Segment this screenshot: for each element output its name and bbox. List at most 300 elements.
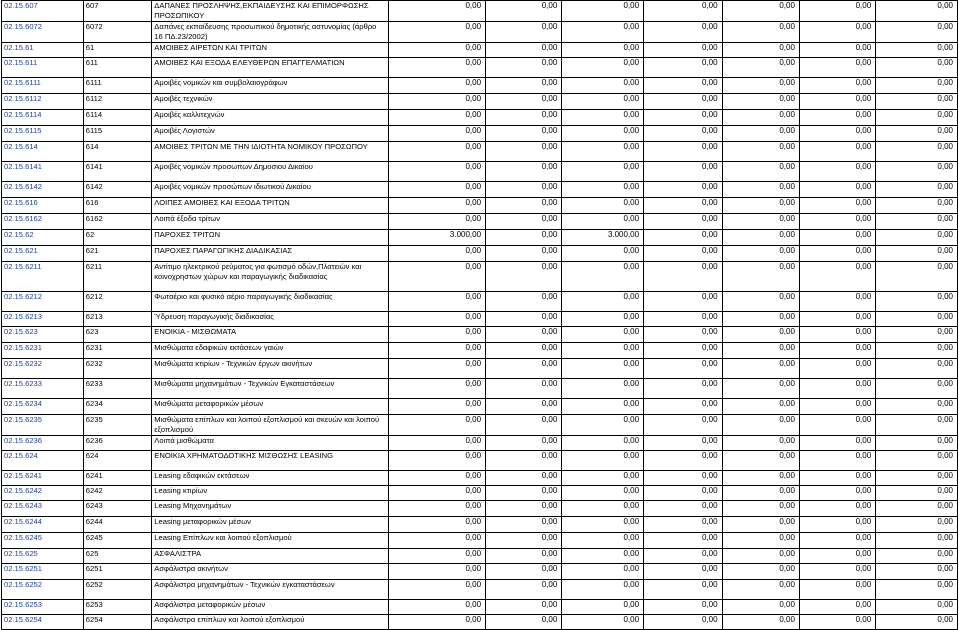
amount-cell: 0,00 bbox=[644, 379, 722, 399]
amount-cell: 0,00 bbox=[562, 22, 644, 43]
account-cell: 625 bbox=[83, 549, 152, 564]
table-row bbox=[2, 43, 958, 58]
amount-cell: 0,00 bbox=[799, 615, 875, 630]
amount-cell: 0,00 bbox=[562, 415, 644, 436]
amount-cell: 0,00 bbox=[799, 415, 875, 436]
code-cell: 02.15.616 bbox=[2, 198, 84, 214]
amount-cell: 0,00 bbox=[722, 58, 799, 78]
amount-cell: 0,00 bbox=[876, 501, 958, 517]
account-cell: 6211 bbox=[83, 262, 152, 292]
code-cell: 02.15.623 bbox=[2, 327, 84, 343]
amount-cell: 0,00 bbox=[722, 501, 799, 517]
description-cell: Ασφάλιστρα ακινήτων bbox=[152, 564, 389, 580]
account-cell: 6112 bbox=[83, 94, 152, 110]
amount-cell: 0,00 bbox=[486, 580, 562, 600]
amount-cell: 0,00 bbox=[799, 214, 875, 230]
description-cell: Leasing κτιρίων bbox=[152, 486, 389, 501]
amount-cell: 0,00 bbox=[644, 126, 722, 142]
code-cell: 02.15.6115 bbox=[2, 126, 84, 142]
code-cell: 02.15.6162 bbox=[2, 214, 84, 230]
description-cell: ΕΝΟΙΚΙΑ ΧΡΗΜΑΤΟΔΟΤΙΚΗΣ ΜΙΣΘΩΣΗΣ LEASING bbox=[152, 451, 389, 471]
description-cell: Αμοιβές νομικών προσώπων ιδιωτικού Δικαίου bbox=[152, 182, 389, 198]
amount-cell: 0,00 bbox=[644, 451, 722, 471]
code-cell: 02.15.6111 bbox=[2, 78, 84, 94]
amount-cell: 0,00 bbox=[486, 600, 562, 615]
account-cell: 6242 bbox=[83, 486, 152, 501]
code-cell: 02.15.6254 bbox=[2, 615, 84, 630]
amount-cell: 0,00 bbox=[644, 22, 722, 43]
table-row bbox=[2, 230, 958, 246]
amount-cell: 0,00 bbox=[562, 451, 644, 471]
amount-cell: 0,00 bbox=[644, 78, 722, 94]
amount-cell: 0,00 bbox=[799, 451, 875, 471]
amount-cell: 0,00 bbox=[562, 549, 644, 564]
account-cell: 621 bbox=[83, 246, 152, 262]
amount-cell: 0,00 bbox=[722, 415, 799, 436]
amount-cell: 0,00 bbox=[644, 471, 722, 486]
amount-cell: 0,00 bbox=[722, 214, 799, 230]
amount-cell: 0,00 bbox=[876, 327, 958, 343]
table-row bbox=[2, 312, 958, 327]
amount-cell: 0,00 bbox=[799, 262, 875, 292]
amount-cell: 0,00 bbox=[562, 182, 644, 198]
amount-cell: 0,00 bbox=[644, 436, 722, 451]
amount-cell: 0,00 bbox=[722, 126, 799, 142]
amount-cell: 0,00 bbox=[722, 451, 799, 471]
amount-cell: 0,00 bbox=[388, 471, 485, 486]
table-row bbox=[2, 126, 958, 142]
amount-cell: 0,00 bbox=[388, 126, 485, 142]
amount-cell: 0,00 bbox=[486, 292, 562, 312]
amount-cell: 0,00 bbox=[644, 262, 722, 292]
code-cell: 02.15.6141 bbox=[2, 162, 84, 182]
amount-cell: 0,00 bbox=[876, 262, 958, 292]
amount-cell: 0,00 bbox=[562, 214, 644, 230]
amount-cell: 0,00 bbox=[388, 600, 485, 615]
amount-cell: 0,00 bbox=[562, 162, 644, 182]
amount-cell: 0,00 bbox=[486, 312, 562, 327]
description-cell: Λοιπά μισθώματα bbox=[152, 436, 389, 451]
amount-cell: 0,00 bbox=[876, 198, 958, 214]
amount-cell: 0,00 bbox=[799, 343, 875, 359]
code-cell: 02.15.6242 bbox=[2, 486, 84, 501]
amount-cell: 0,00 bbox=[486, 471, 562, 486]
amount-cell: 0,00 bbox=[722, 43, 799, 58]
amount-cell: 0,00 bbox=[722, 486, 799, 501]
amount-cell: 0,00 bbox=[799, 292, 875, 312]
amount-cell: 0,00 bbox=[388, 379, 485, 399]
amount-cell: 0,00 bbox=[644, 1, 722, 22]
description-cell: ΑΜΟΙΒΕΣ ΤΡΙΤΩΝ ΜΕ ΤΗΝ ΙΔΙΟΤΗΤΑ ΝΟΜΙΚΟΥ ΠΡΟΣΩΠΟΥ bbox=[152, 142, 389, 162]
amount-cell: 0,00 bbox=[486, 533, 562, 549]
amount-cell: 0,00 bbox=[562, 110, 644, 126]
amount-cell: 0,00 bbox=[722, 327, 799, 343]
table-row bbox=[2, 580, 958, 600]
code-cell: 02.15.6233 bbox=[2, 379, 84, 399]
amount-cell: 0,00 bbox=[388, 564, 485, 580]
amount-cell: 0,00 bbox=[486, 214, 562, 230]
amount-cell: 0,00 bbox=[562, 262, 644, 292]
amount-cell: 0,00 bbox=[876, 615, 958, 630]
amount-cell: 0,00 bbox=[799, 486, 875, 501]
amount-cell: 0,00 bbox=[486, 415, 562, 436]
table-row bbox=[2, 615, 958, 630]
amount-cell: 0,00 bbox=[486, 142, 562, 162]
description-cell: ΑΜΟΙΒΕΣ ΑΙΡΕΤΩΝ ΚΑΙ ΤΡΙΤΩΝ bbox=[152, 43, 389, 58]
description-cell: Ύδρευση παραγωγικής διαδικασίας bbox=[152, 312, 389, 327]
amount-cell: 0,00 bbox=[722, 78, 799, 94]
amount-cell: 0,00 bbox=[876, 126, 958, 142]
account-cell: 61 bbox=[83, 43, 152, 58]
amount-cell: 0,00 bbox=[486, 399, 562, 415]
description-cell: Μισθώματα μηχανημάτων - Τεχνικών Εγκαταστάσεων bbox=[152, 379, 389, 399]
table-row bbox=[2, 517, 958, 533]
account-cell: 6072 bbox=[83, 22, 152, 43]
amount-cell: 0,00 bbox=[876, 78, 958, 94]
description-cell: ΔΑΠΑΝΕΣ ΠΡΟΣΛΗΨΗΣ,ΕΚΠΑΙΔΕΥΣΗΣ ΚΑΙ ΕΠΙΜΟΡΦΩΣΗΣ ΠΡΟΣΩΠΙΚΟΥ bbox=[152, 1, 389, 22]
amount-cell: 0,00 bbox=[799, 399, 875, 415]
code-cell: 02.15.625 bbox=[2, 549, 84, 564]
amount-cell: 0,00 bbox=[388, 436, 485, 451]
table-row bbox=[2, 415, 958, 436]
amount-cell: 0,00 bbox=[388, 1, 485, 22]
account-cell: 6212 bbox=[83, 292, 152, 312]
table-row bbox=[2, 501, 958, 517]
table-row bbox=[2, 182, 958, 198]
code-cell: 02.15.6231 bbox=[2, 343, 84, 359]
amount-cell: 0,00 bbox=[388, 198, 485, 214]
amount-cell: 0,00 bbox=[644, 246, 722, 262]
amount-cell: 0,00 bbox=[388, 58, 485, 78]
table-row bbox=[2, 198, 958, 214]
amount-cell: 0,00 bbox=[876, 230, 958, 246]
amount-cell: 0,00 bbox=[876, 43, 958, 58]
amount-cell: 0,00 bbox=[876, 1, 958, 22]
amount-cell: 0,00 bbox=[644, 580, 722, 600]
amount-cell: 0,00 bbox=[388, 615, 485, 630]
description-cell: Αμοιβές νομικών προσωπων Δημοσιου Δικαίου bbox=[152, 162, 389, 182]
account-cell: 6213 bbox=[83, 312, 152, 327]
amount-cell: 0,00 bbox=[562, 292, 644, 312]
amount-cell: 0,00 bbox=[388, 78, 485, 94]
amount-cell: 0,00 bbox=[799, 549, 875, 564]
amount-cell: 0,00 bbox=[799, 501, 875, 517]
table-row bbox=[2, 214, 958, 230]
amount-cell: 0,00 bbox=[486, 436, 562, 451]
description-cell: Leasing εδαφικών εκτάσεων bbox=[152, 471, 389, 486]
description-cell: ΠΑΡΟΧΕΣ ΤΡΙΤΩΝ bbox=[152, 230, 389, 246]
description-cell: Αμοιβές καλλιτεχνών bbox=[152, 110, 389, 126]
table-row bbox=[2, 379, 958, 399]
description-cell: Λοιπά έξοδα τρίτων bbox=[152, 214, 389, 230]
amount-cell: 0,00 bbox=[388, 486, 485, 501]
description-cell: Αμοιβές νομικών και συμβολαιογράφων bbox=[152, 78, 389, 94]
amount-cell: 0,00 bbox=[388, 533, 485, 549]
amount-cell: 0,00 bbox=[388, 415, 485, 436]
amount-cell: 0,00 bbox=[644, 198, 722, 214]
code-cell: 02.15.6253 bbox=[2, 600, 84, 615]
amount-cell: 0,00 bbox=[388, 43, 485, 58]
amount-cell: 0,00 bbox=[644, 533, 722, 549]
amount-cell: 0,00 bbox=[876, 379, 958, 399]
amount-cell: 0,00 bbox=[562, 564, 644, 580]
account-cell: 62 bbox=[83, 230, 152, 246]
amount-cell: 0,00 bbox=[644, 230, 722, 246]
code-cell: 02.15.6235 bbox=[2, 415, 84, 436]
amount-cell: 0,00 bbox=[799, 230, 875, 246]
description-cell: Μισθώματα εδαφικών εκτάσεων γαιών bbox=[152, 343, 389, 359]
description-cell: Φωταέριο και φυσικό αέριο παραγωγικής διαδικασίας bbox=[152, 292, 389, 312]
amount-cell: 0,00 bbox=[562, 78, 644, 94]
amount-cell: 0,00 bbox=[388, 451, 485, 471]
amount-cell: 0,00 bbox=[562, 399, 644, 415]
account-cell: 6114 bbox=[83, 110, 152, 126]
table-row bbox=[2, 600, 958, 615]
amount-cell: 0,00 bbox=[799, 198, 875, 214]
code-cell: 02.15.6213 bbox=[2, 312, 84, 327]
amount-cell: 0,00 bbox=[722, 359, 799, 379]
amount-cell: 0,00 bbox=[644, 43, 722, 58]
amount-cell: 0,00 bbox=[799, 58, 875, 78]
amount-cell: 0,00 bbox=[799, 94, 875, 110]
amount-cell: 0,00 bbox=[388, 246, 485, 262]
account-cell: 6254 bbox=[83, 615, 152, 630]
amount-cell: 0,00 bbox=[644, 58, 722, 78]
code-cell: 02.15.61 bbox=[2, 43, 84, 58]
account-cell: 6243 bbox=[83, 501, 152, 517]
amount-cell: 0,00 bbox=[722, 22, 799, 43]
amount-cell: 0,00 bbox=[722, 517, 799, 533]
account-cell: 6235 bbox=[83, 415, 152, 436]
code-cell: 02.15.607 bbox=[2, 1, 84, 22]
code-cell: 02.15.6251 bbox=[2, 564, 84, 580]
account-cell: 607 bbox=[83, 1, 152, 22]
code-cell: 02.15.614 bbox=[2, 142, 84, 162]
code-cell: 02.15.6114 bbox=[2, 110, 84, 126]
amount-cell: 0,00 bbox=[644, 549, 722, 564]
amount-cell: 0,00 bbox=[644, 214, 722, 230]
amount-cell: 0,00 bbox=[562, 43, 644, 58]
account-cell: 6115 bbox=[83, 126, 152, 142]
account-cell: 6162 bbox=[83, 214, 152, 230]
amount-cell: 0,00 bbox=[876, 246, 958, 262]
amount-cell: 0,00 bbox=[388, 399, 485, 415]
description-cell: Μισθώματα επίπλων και λοιπού εξοπλισμού και σκευών και λοιπού εξοπλισμού bbox=[152, 415, 389, 436]
amount-cell: 0,00 bbox=[876, 312, 958, 327]
account-cell: 6251 bbox=[83, 564, 152, 580]
amount-cell: 0,00 bbox=[644, 517, 722, 533]
amount-cell: 0,00 bbox=[388, 292, 485, 312]
description-cell: Ασφάλιστρα μηχανημάτων - Τεχνικών εγκαταστάσεων bbox=[152, 580, 389, 600]
code-cell: 02.15.6236 bbox=[2, 436, 84, 451]
table-row bbox=[2, 22, 958, 43]
amount-cell: 0,00 bbox=[486, 451, 562, 471]
amount-cell: 0,00 bbox=[644, 110, 722, 126]
table-row bbox=[2, 246, 958, 262]
amount-cell: 0,00 bbox=[722, 142, 799, 162]
amount-cell: 0,00 bbox=[799, 142, 875, 162]
amount-cell: 0,00 bbox=[644, 501, 722, 517]
code-cell: 02.15.6142 bbox=[2, 182, 84, 198]
amount-cell: 0,00 bbox=[722, 533, 799, 549]
code-cell: 02.15.6212 bbox=[2, 292, 84, 312]
amount-cell: 0,00 bbox=[388, 549, 485, 564]
amount-cell: 0,00 bbox=[644, 312, 722, 327]
amount-cell: 0,00 bbox=[722, 262, 799, 292]
account-cell: 6253 bbox=[83, 600, 152, 615]
amount-cell: 0,00 bbox=[486, 262, 562, 292]
amount-cell: 0,00 bbox=[876, 600, 958, 615]
amount-cell: 0,00 bbox=[799, 110, 875, 126]
amount-cell: 0,00 bbox=[722, 549, 799, 564]
amount-cell: 0,00 bbox=[799, 327, 875, 343]
amount-cell: 0,00 bbox=[722, 198, 799, 214]
account-cell: 6141 bbox=[83, 162, 152, 182]
amount-cell: 0,00 bbox=[799, 600, 875, 615]
code-cell: 02.15.6244 bbox=[2, 517, 84, 533]
amount-cell: 0,00 bbox=[486, 379, 562, 399]
account-cell: 6252 bbox=[83, 580, 152, 600]
amount-cell: 0,00 bbox=[799, 43, 875, 58]
account-cell: 624 bbox=[83, 451, 152, 471]
code-cell: 02.15.6241 bbox=[2, 471, 84, 486]
amount-cell: 0,00 bbox=[876, 94, 958, 110]
account-cell: 6233 bbox=[83, 379, 152, 399]
description-cell: Μισθώματα μεταφορικών μέσων bbox=[152, 399, 389, 415]
amount-cell: 0,00 bbox=[644, 292, 722, 312]
amount-cell: 0,00 bbox=[486, 182, 562, 198]
amount-cell: 0,00 bbox=[722, 343, 799, 359]
description-cell: ΛΟΙΠΕΣ ΑΜΟΙΒΕΣ ΚΑΙ ΕΞΟΔΑ ΤΡΙΤΩΝ bbox=[152, 198, 389, 214]
amount-cell: 0,00 bbox=[486, 359, 562, 379]
amount-cell: 0,00 bbox=[486, 549, 562, 564]
amount-cell: 0,00 bbox=[876, 58, 958, 78]
code-cell: 02.15.6072 bbox=[2, 22, 84, 43]
account-cell: 616 bbox=[83, 198, 152, 214]
amount-cell: 0,00 bbox=[876, 517, 958, 533]
amount-cell: 0,00 bbox=[486, 230, 562, 246]
amount-cell: 0,00 bbox=[799, 162, 875, 182]
amount-cell: 0,00 bbox=[562, 343, 644, 359]
amount-cell: 0,00 bbox=[644, 486, 722, 501]
amount-cell: 0,00 bbox=[562, 142, 644, 162]
amount-cell: 0,00 bbox=[722, 162, 799, 182]
account-cell: 611 bbox=[83, 58, 152, 78]
amount-cell: 0,00 bbox=[486, 517, 562, 533]
amount-cell: 0,00 bbox=[562, 486, 644, 501]
amount-cell: 3.000,00 bbox=[388, 230, 485, 246]
amount-cell: 0,00 bbox=[876, 564, 958, 580]
amount-cell: 0,00 bbox=[876, 580, 958, 600]
table-row bbox=[2, 327, 958, 343]
amount-cell: 0,00 bbox=[388, 142, 485, 162]
code-cell: 02.15.621 bbox=[2, 246, 84, 262]
amount-cell: 0,00 bbox=[876, 343, 958, 359]
description-cell: Δαπάνες εκπαίδευσης προσωπικού δημοτικής αστυνομίας (άρθρο 16 ΠΔ.23/2002) bbox=[152, 22, 389, 43]
amount-cell: 0,00 bbox=[876, 162, 958, 182]
table-row bbox=[2, 533, 958, 549]
amount-cell: 0,00 bbox=[644, 343, 722, 359]
amount-cell: 0,00 bbox=[562, 533, 644, 549]
table-row bbox=[2, 110, 958, 126]
code-cell: 02.15.6211 bbox=[2, 262, 84, 292]
account-cell: 6234 bbox=[83, 399, 152, 415]
amount-cell: 0,00 bbox=[799, 359, 875, 379]
description-cell: Αντίτιμο ηλεκτρικού ρεύματος για φωτισμό οδών,Πλατειών και κοινοχρηστων χώρων και παραγωγικής διαδικασίας bbox=[152, 262, 389, 292]
amount-cell: 0,00 bbox=[644, 564, 722, 580]
amount-cell: 0,00 bbox=[799, 471, 875, 486]
amount-cell: 0,00 bbox=[486, 564, 562, 580]
amount-cell: 0,00 bbox=[388, 110, 485, 126]
amount-cell: 0,00 bbox=[876, 436, 958, 451]
amount-cell: 0,00 bbox=[799, 379, 875, 399]
table-row bbox=[2, 343, 958, 359]
amount-cell: 0,00 bbox=[562, 198, 644, 214]
table-row bbox=[2, 78, 958, 94]
amount-cell: 0,00 bbox=[799, 564, 875, 580]
amount-cell: 0,00 bbox=[799, 182, 875, 198]
amount-cell: 0,00 bbox=[876, 359, 958, 379]
account-cell: 6244 bbox=[83, 517, 152, 533]
amount-cell: 0,00 bbox=[388, 22, 485, 43]
amount-cell: 0,00 bbox=[876, 22, 958, 43]
code-cell: 02.15.6112 bbox=[2, 94, 84, 110]
amount-cell: 0,00 bbox=[562, 359, 644, 379]
table-row bbox=[2, 1, 958, 22]
amount-cell: 0,00 bbox=[799, 517, 875, 533]
amount-cell: 0,00 bbox=[876, 182, 958, 198]
amount-cell: 0,00 bbox=[722, 436, 799, 451]
amount-cell: 0,00 bbox=[722, 564, 799, 580]
amount-cell: 0,00 bbox=[388, 359, 485, 379]
account-cell: 6236 bbox=[83, 436, 152, 451]
amount-cell: 0,00 bbox=[644, 600, 722, 615]
account-cell: 6241 bbox=[83, 471, 152, 486]
amount-cell: 0,00 bbox=[644, 182, 722, 198]
amount-cell: 0,00 bbox=[799, 580, 875, 600]
amount-cell: 0,00 bbox=[486, 110, 562, 126]
code-cell: 02.15.6232 bbox=[2, 359, 84, 379]
amount-cell: 0,00 bbox=[644, 399, 722, 415]
amount-cell: 0,00 bbox=[486, 327, 562, 343]
account-cell: 6111 bbox=[83, 78, 152, 94]
amount-cell: 0,00 bbox=[876, 486, 958, 501]
amount-cell: 0,00 bbox=[562, 615, 644, 630]
table-row bbox=[2, 359, 958, 379]
amount-cell: 0,00 bbox=[876, 533, 958, 549]
amount-cell: 0,00 bbox=[486, 1, 562, 22]
amount-cell: 0,00 bbox=[486, 94, 562, 110]
amount-cell: 0,00 bbox=[722, 580, 799, 600]
amount-cell: 0,00 bbox=[722, 110, 799, 126]
amount-cell: 0,00 bbox=[562, 436, 644, 451]
table-row bbox=[2, 292, 958, 312]
amount-cell: 0,00 bbox=[562, 379, 644, 399]
amount-cell: 0,00 bbox=[486, 246, 562, 262]
description-cell: ΑΣΦΑΛΙΣΤΡΑ bbox=[152, 549, 389, 564]
amount-cell: 0,00 bbox=[876, 110, 958, 126]
description-cell: Ασφάλιστρα μεταφορικών μέσων bbox=[152, 600, 389, 615]
description-cell: Leasing Επίπλων και λοιπού εξοπλισμού bbox=[152, 533, 389, 549]
table-row bbox=[2, 451, 958, 471]
amount-cell: 0,00 bbox=[644, 415, 722, 436]
amount-cell: 0,00 bbox=[562, 246, 644, 262]
amount-cell: 0,00 bbox=[388, 94, 485, 110]
amount-cell: 0,00 bbox=[876, 549, 958, 564]
amount-cell: 0,00 bbox=[388, 501, 485, 517]
code-cell: 02.15.611 bbox=[2, 58, 84, 78]
account-cell: 614 bbox=[83, 142, 152, 162]
